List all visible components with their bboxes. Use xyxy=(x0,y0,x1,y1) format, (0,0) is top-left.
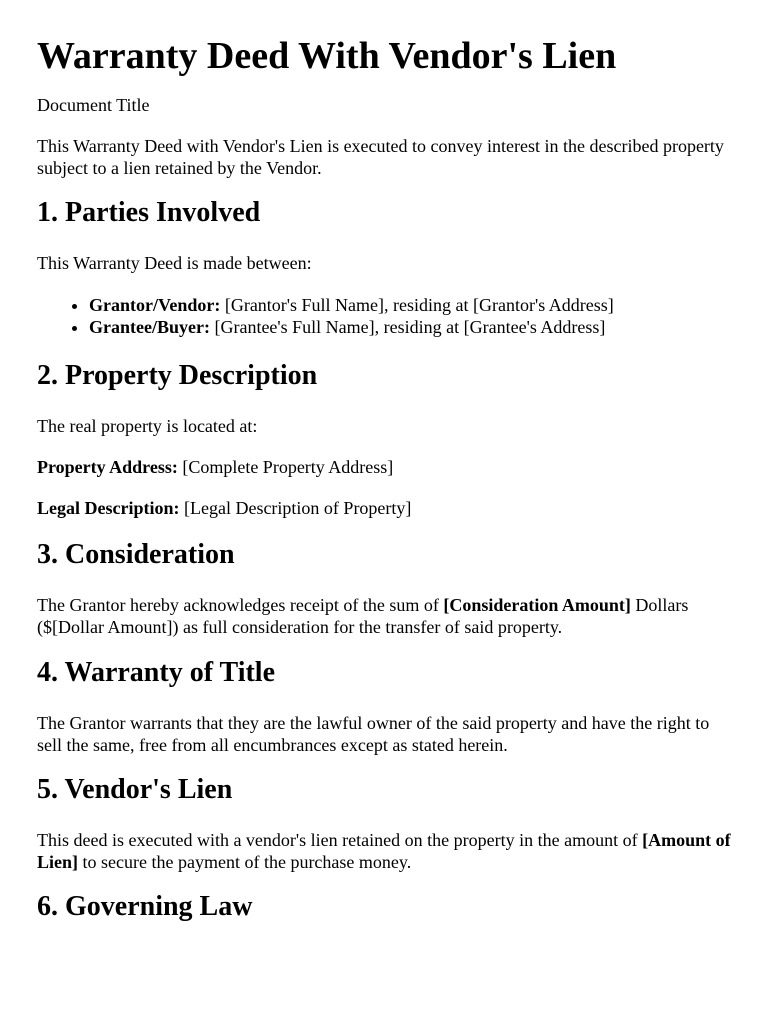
intro-paragraph: This Warranty Deed with Vendor's Lien is executed to convey interest in the described property subject to a lien retained by the Vendor. xyxy=(37,136,724,178)
lien-amount: [Amount of Lien] xyxy=(37,830,731,872)
list-item-grantor xyxy=(89,294,733,316)
list-item-grantee xyxy=(89,316,733,338)
consideration-text-after: Dollars ($[Dollar Amount]) as full consideration for the transfer of said property. xyxy=(37,595,689,637)
consideration-text-before: The Grantor hereby acknowledges receipt of the sum of xyxy=(37,595,444,615)
legal-description-label: Legal Description: xyxy=(37,498,180,518)
section-heading-lien: 5. Vendor's Lien xyxy=(37,774,233,805)
document-title: Warranty Deed With Vendor's Lien xyxy=(37,35,617,77)
section-heading-governing-law: 6. Governing Law xyxy=(37,891,253,922)
legal-description-line xyxy=(37,497,733,519)
consideration-paragraph xyxy=(37,594,733,638)
grantee-details: [Grantee's Full Name], residing at [Grantee's Address] xyxy=(209,317,606,337)
grantee-label: Grantee/Buyer: xyxy=(89,317,210,337)
consideration-amount: [Consideration Amount] xyxy=(443,595,631,615)
property-address-value: [Complete Property Address] xyxy=(177,457,394,477)
section-heading-warranty: 4. Warranty of Title xyxy=(37,657,275,688)
grantor-details: [Grantor's Full Name], residing at [Grantor's Address] xyxy=(220,295,614,315)
property-address-label: Property Address: xyxy=(37,457,178,477)
property-lead: The real property is located at: xyxy=(37,416,258,436)
property-address-line xyxy=(37,456,733,478)
section-heading-property: 2. Property Description xyxy=(37,360,318,391)
document-title-label: Document Title xyxy=(37,95,150,115)
lien-paragraph xyxy=(37,829,733,873)
lien-text-before: This deed is executed with a vendor's lien retained on the property in the amount of xyxy=(37,830,643,850)
parties-lead: This Warranty Deed is made between: xyxy=(37,253,312,273)
grantor-label: Grantor/Vendor: xyxy=(89,295,221,315)
warranty-paragraph: The Grantor warrants that they are the lawful owner of the said property and have the right to sell the same, free from all encumbrances except as stated herein. xyxy=(37,713,710,755)
section-heading-parties: 1. Parties Involved xyxy=(37,197,261,228)
legal-description-value: [Legal Description of Property] xyxy=(179,498,412,518)
lien-text-after: to secure the payment of the purchase money. xyxy=(78,852,412,872)
section-heading-consideration: 3. Consideration xyxy=(37,539,235,570)
parties-list xyxy=(37,294,733,338)
